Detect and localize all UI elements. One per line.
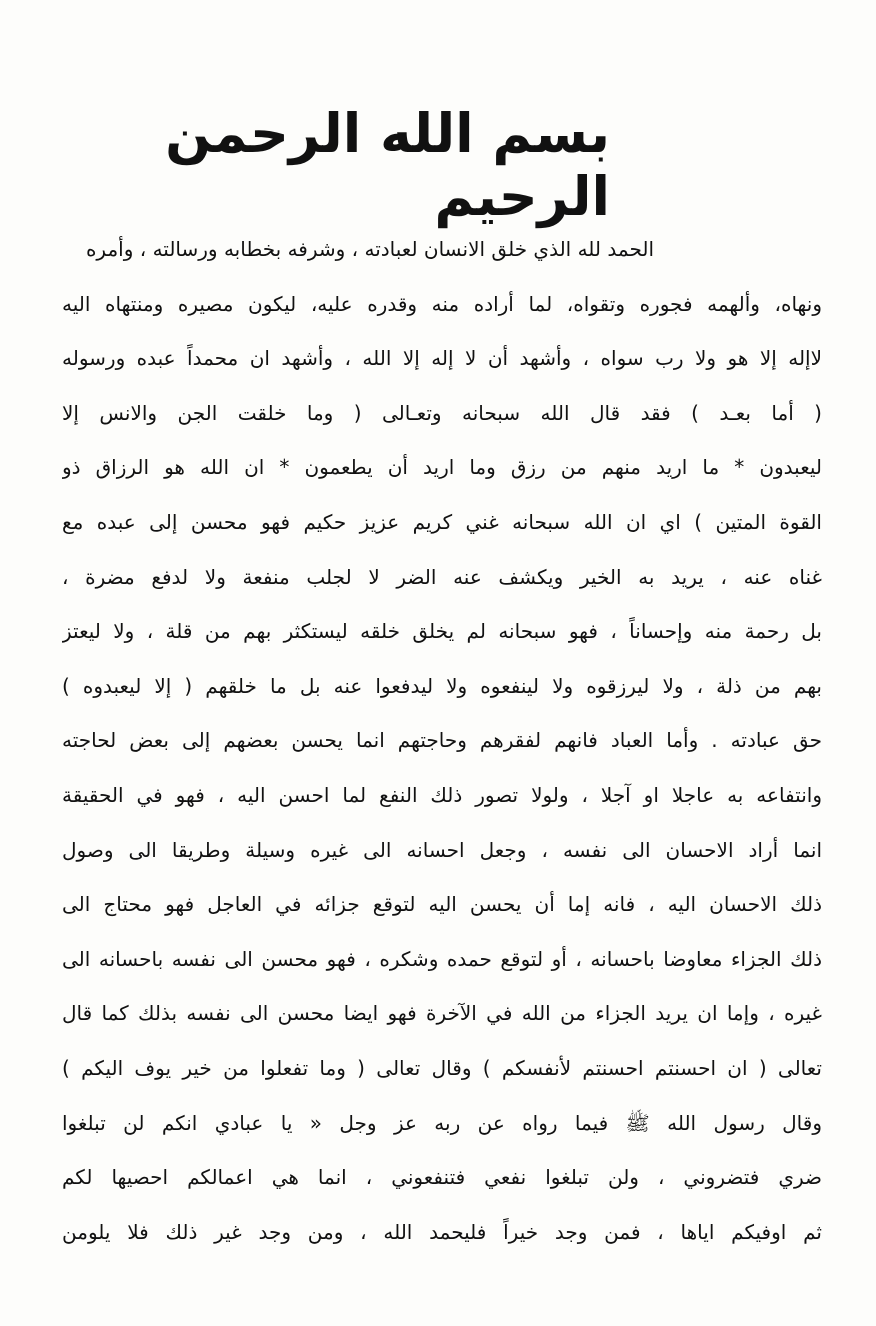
text-line: غيره ، وإما ان يريد الجزاء من الله في الآخرة فهو ايضا محسن الى نفسه بذلك كما قال: [62, 1001, 822, 1026]
text-line: بل رحمة منه وإحساناً ، فهو سبحانه لم يخلق خلقه ليستكثر بهم من قلة ، ولا ليعتز: [62, 619, 822, 644]
text-line: وقال رسول الله ﷺ فيما رواه عن ربه عز وجل « يا عبادي انكم لن تبلغوا: [62, 1110, 822, 1135]
basmala-text: بسم الله الرحمن الرحيم: [165, 102, 610, 228]
text-line: ذلك الاحسان اليه ، فانه إما أن يحسن اليه لتوقع جزائه في العاجل فهو محتاج الى: [62, 892, 822, 917]
text-line: ( أما بعـد ) فقد قال الله سبحانه وتعـالى ( وما خلقت الجن والانس إلا: [62, 400, 822, 425]
text-line: ليعبدون * ما اريد منهم من رزق وما اريد أن يطعمون * ان الله هو الرزاق ذو: [62, 455, 822, 480]
text-line: القوة المتين ) اي ان الله سبحانه غني كريم عزيز حكيم فهو محسن إلى عبده مع: [62, 509, 822, 534]
text-line: بهم من ذلة ، ولا ليرزقوه ولا لينفعوه ولا ليدفعوا عنه بل ما خلقهم ( إلا ليعبدوه ): [62, 673, 822, 698]
text-line: انما أراد الاحسان الى نفسه ، وجعل احسانه الى غيره وسيلة وطريقا الى وصول: [62, 837, 822, 862]
text-line: وانتفاعه به عاجلا او آجلا ، ولولا تصور ذلك النفع لما احسن اليه ، فهو في الحقيقة: [62, 782, 822, 807]
text-line: غناه عنه ، يريد به الخير ويكشف عنه الضر لا لجلب منفعة ولا لدفع مضرة ،: [62, 564, 822, 589]
text-line: الحمد لله الذي خلق الانسان لعبادته ، وشرفه بخطابه ورسالته ، وأمره: [85, 237, 654, 261]
text-line: لاإله إلا هو ولا رب سواه ، وأشهد أن لا إله إلا الله ، وأشهد ان محمداً عبده ورسوله: [62, 346, 822, 371]
text-line: تعالى ( ان احسنتم احسنتم لأنفسكم ) وقال تعالى ( وما تفعلوا من خير يوف اليكم ): [62, 1055, 822, 1080]
basmala-calligraphy: [150, 95, 610, 235]
text-line: ضري فتضروني ، ولن تبلغوا نفعي فتنفعوني ، انما هي اعمالكم احصيها لكم: [62, 1165, 822, 1190]
text-line: حق عبادته . وأما العباد فانهم لفقرهم وحاجتهم انما يحسن بعضهم إلى بعض لحاجته: [62, 728, 822, 753]
body-text: [62, 222, 822, 1259]
text-line: ونهاه، وألهمه فجوره وتقواه، لما أراده منه وقدره عليه، ليكون مصيره ومنتهاه اليه: [62, 291, 822, 316]
text-line: ذلك الجزاء معاوضا باحسانه ، أو لتوقع حمده وشكره ، فهو محسن الى نفسه باحسانه الى: [62, 946, 822, 971]
text-line: ثم اوفيكم اياها ، فمن وجد خيراً فليحمد الله ، ومن وجد غير ذلك فلا يلومن: [62, 1219, 822, 1244]
